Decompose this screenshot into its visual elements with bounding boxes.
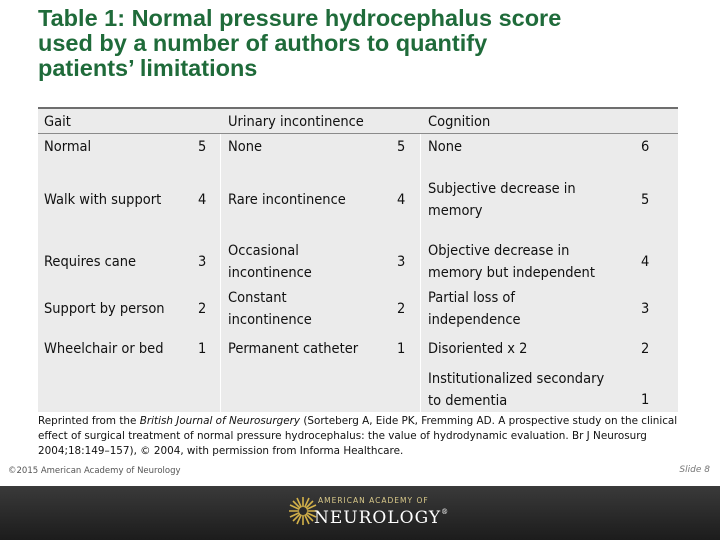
gait-score-line: 5 bbox=[198, 139, 207, 155]
title-line-2: used by a number of authors to quantify bbox=[38, 30, 488, 56]
gait-label-line: Wheelchair or bed bbox=[44, 341, 164, 357]
cognition-score bbox=[641, 338, 649, 360]
urinary-score bbox=[397, 298, 405, 320]
cognition-label-line: memory but independent bbox=[428, 265, 595, 281]
cognition-score-line: 5 bbox=[641, 192, 650, 208]
urinary-label bbox=[228, 189, 346, 211]
gait-score-line: 3 bbox=[198, 254, 207, 270]
gait-label-line: Support by person bbox=[44, 301, 165, 317]
header-cognition: Cognition bbox=[428, 114, 491, 130]
urinary-label-line: Rare incontinence bbox=[228, 192, 346, 208]
reference-journal: British Journal of Neurosurgery bbox=[139, 415, 301, 427]
urinary-label-line: Permanent catheter bbox=[228, 341, 359, 357]
cognition-label bbox=[428, 240, 595, 284]
table-header-rule bbox=[38, 133, 678, 134]
cognition-label-line: memory bbox=[428, 203, 483, 219]
aan-logo bbox=[288, 494, 450, 534]
cognition-score bbox=[641, 389, 649, 411]
cognition-label bbox=[428, 338, 527, 360]
urinary-score bbox=[397, 251, 405, 273]
cognition-label-line: None bbox=[428, 139, 463, 155]
cognition-label-line: Partial loss of bbox=[428, 290, 515, 306]
slide-number-value: 8 bbox=[704, 465, 710, 475]
urinary-label-line: incontinence bbox=[228, 265, 312, 281]
cognition-label-line: independence bbox=[428, 312, 521, 328]
column-divider bbox=[220, 134, 221, 412]
urinary-score-line: 1 bbox=[397, 341, 406, 357]
urinary-label-line: Constant bbox=[228, 290, 287, 306]
slide-number bbox=[679, 465, 710, 475]
gait-label-line: Requires cane bbox=[44, 254, 137, 270]
cognition-label-line: Institutionalized secondary bbox=[428, 371, 605, 387]
reference-prefix: Reprinted from the bbox=[38, 415, 140, 427]
gait-label bbox=[44, 136, 91, 158]
cognition-score bbox=[641, 136, 649, 158]
cognition-label bbox=[428, 368, 604, 412]
urinary-label-line: Occasional bbox=[228, 243, 299, 259]
gait-score-line: 2 bbox=[198, 301, 207, 317]
registered-mark: ® bbox=[441, 508, 450, 516]
title-line-1: Table 1: Normal pressure hydrocephalus score bbox=[38, 5, 562, 31]
cognition-score bbox=[641, 251, 649, 273]
column-divider bbox=[420, 134, 421, 412]
reference-body: (Sorteberg A, Eide PK, Fremming AD. A prospective study on the clinical effect of surgical treatment of normal pressure hydrocephalus: the value of hydrodynamic evaluation. Br J Neurosurg 2004;18:149–157), © 2004, with permission from Informa Healthcare. bbox=[38, 415, 678, 457]
gait-label bbox=[44, 251, 136, 273]
gait-label bbox=[44, 338, 164, 360]
urinary-score-line: 4 bbox=[397, 192, 406, 208]
cognition-label-line: Disoriented x 2 bbox=[428, 341, 528, 357]
copyright-text: ©2015 American Academy of Neurology bbox=[8, 466, 181, 476]
gait-score bbox=[198, 189, 206, 211]
reference-note bbox=[38, 414, 688, 459]
header-gait: Gait bbox=[44, 114, 71, 130]
urinary-score-line: 3 bbox=[397, 254, 406, 270]
urinary-label bbox=[228, 240, 312, 284]
cognition-score bbox=[641, 189, 649, 211]
gait-score bbox=[198, 298, 206, 320]
logo-main-text bbox=[314, 508, 449, 528]
gait-label bbox=[44, 298, 165, 320]
gait-label-line: Walk with support bbox=[44, 192, 162, 208]
title-line-3: patients’ limitations bbox=[38, 55, 258, 81]
urinary-score-line: 5 bbox=[397, 139, 406, 155]
cognition-label-line: Objective decrease in bbox=[428, 243, 570, 259]
gait-score-line: 4 bbox=[198, 192, 207, 208]
urinary-label bbox=[228, 287, 312, 331]
urinary-label-line: incontinence bbox=[228, 312, 312, 328]
slide-label: Slide bbox=[679, 465, 702, 475]
urinary-score-line: 2 bbox=[397, 301, 406, 317]
gait-score-line: 1 bbox=[198, 341, 207, 357]
urinary-score bbox=[397, 136, 405, 158]
gait-label bbox=[44, 189, 161, 211]
gait-score bbox=[198, 136, 206, 158]
header-urinary: Urinary incontinence bbox=[228, 114, 364, 130]
cognition-score-line: 4 bbox=[641, 254, 650, 270]
gait-label-line: Normal bbox=[44, 139, 92, 155]
urinary-label bbox=[228, 338, 358, 360]
urinary-label-line: None bbox=[228, 139, 263, 155]
cognition-score-line: 3 bbox=[641, 301, 650, 317]
cognition-score-line: 2 bbox=[641, 341, 650, 357]
logo-top-text: AMERICAN ACADEMY OF bbox=[318, 496, 429, 505]
urinary-label bbox=[228, 136, 262, 158]
cognition-score-line: 1 bbox=[641, 392, 650, 408]
table-top-rule bbox=[38, 107, 678, 109]
gait-score bbox=[198, 338, 206, 360]
cognition-score bbox=[641, 298, 649, 320]
gait-score bbox=[198, 251, 206, 273]
logo-name: NEUROLOGY bbox=[314, 508, 442, 528]
cognition-label-line: Subjective decrease in bbox=[428, 181, 576, 197]
cognition-label-line: to dementia bbox=[428, 393, 508, 409]
slide-title bbox=[38, 6, 698, 81]
cognition-score-line: 6 bbox=[641, 139, 650, 155]
urinary-score bbox=[397, 338, 405, 360]
cognition-label bbox=[428, 178, 576, 222]
cognition-label bbox=[428, 287, 521, 331]
cognition-label bbox=[428, 136, 462, 158]
urinary-score bbox=[397, 189, 405, 211]
